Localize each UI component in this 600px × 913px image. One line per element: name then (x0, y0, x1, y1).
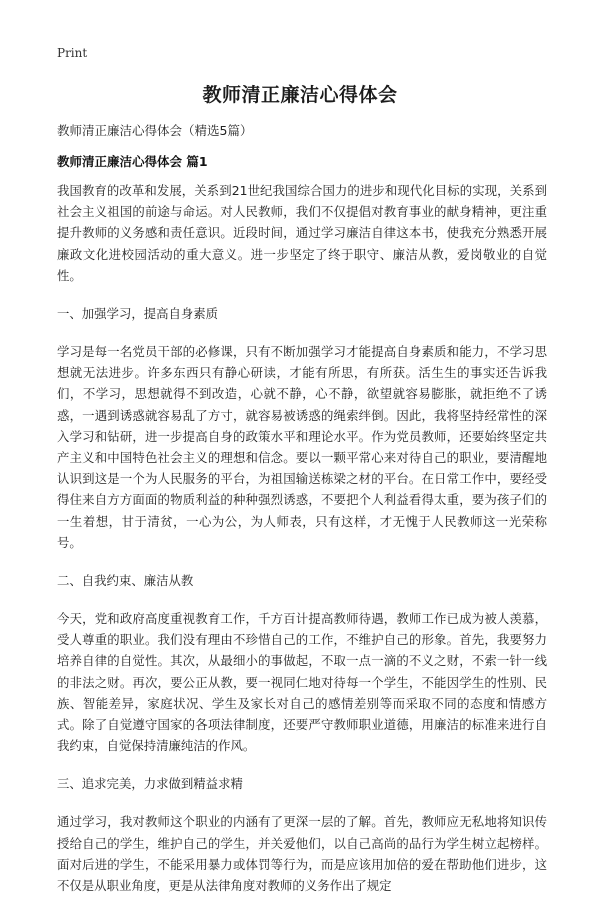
paragraph-1: 学习是每一名党员干部的必修课，只有不断加强学习才能提高自身素质和能力，不学习思想就无法进步。许多东西只有静心研读，才能有所思，有所获。活生生的事实还告诉我们，不学习，思想就得不到改造，心就不静，心不静，欲望就容易膨胀，就拒绝不了诱惑，一遇到诱惑就容易乱了方寸，就容易被诱惑的绳索绊倒。因此，我将坚持经常性的深入学习和钻研，进一步提高自身的政策水平和理论水平。作为党员教师，还要始终坚定共产主义和中国特色社会主义的理想和信念。要以一颗平常心来对待自己的职业，要清醒地认识到这是一个为人民服务的平台，为祖国输送栋梁之材的平台。在日常工作中，要经受得住来自方方面面的物质利益的种种强烈诱惑，不要把个人利益看得太重，要为孩子们的一生着想，甘于清贫，一心为公，为人师表，只有这样，才无愧于人民教师这一光荣称号。 (57, 344, 547, 550)
print-label[interactable]: Print (57, 46, 88, 60)
subheading-1: 一、加强学习，提高自身素质 (57, 306, 219, 322)
article-body (57, 180, 547, 913)
subheading-3: 三、追求完美，力求做到精益求精 (57, 776, 243, 792)
document-subtitle: 教师清正廉洁心得体会（精选5篇） (57, 123, 253, 138)
subheading-2: 二、自我约束、廉洁从教 (57, 573, 194, 589)
document-title: 教师清正廉洁心得体会 (202, 84, 398, 106)
intro-paragraph: 我国教育的改革和发展，关系到21世纪我国综合国力的进步和现代化目标的实现，关系到社会主义祖国的前途与命运。对人民教师，我们不仅提倡对教育事业的献身精神，更注重提升教师的义务感和责任意识。近段时间，通过学习廉洁自律这本书，使我充分熟悉开展廉政文化进校园活动的重大意义。进一步坚定了终于职守、廉洁从教，爱岗敬业的自觉性。 (57, 183, 547, 283)
paragraph-3: 通过学习，我对教师这个职业的内涵有了更深一层的了解。首先，教师应无私地将知识传授给自己的学生，维护自己的学生，并关爱他们，以自己高尚的品行为学生树立起榜样。面对后进的学生，不能采用暴力或体罚等行为，而是应该用加倍的爱在帮助他们进步，这不仅是从职业角度，更是从法律角度对教师的义务作出了规定 (57, 814, 547, 894)
section-heading: 教师清正廉洁心得体会 篇1 (57, 154, 208, 169)
paragraph-2: 今天，党和政府高度重视教育工作，千方百计提高教师待遇，教师工作已成为被人羡慕，受人尊重的职业。我们没有理由不珍惜自己的工作，不维护自己的形象。首先，我要努力培养自律的自觉性。其次，从最细小的事做起，不取一点一滴的不义之财，不索一针一线的非法之财。再次，要公正从教，要一视同仁地对待每一个学生，不能因学生的性别、民族、智能差异，家庭状况、学生及家长对自己的感情差别等而采取不同的态度和情感方式。除了自觉遵守国家的各项法律制度，还要严守教师职业道德，用廉洁的标准来进行自我约束，自觉保持清廉纯洁的作风。 (57, 611, 547, 754)
